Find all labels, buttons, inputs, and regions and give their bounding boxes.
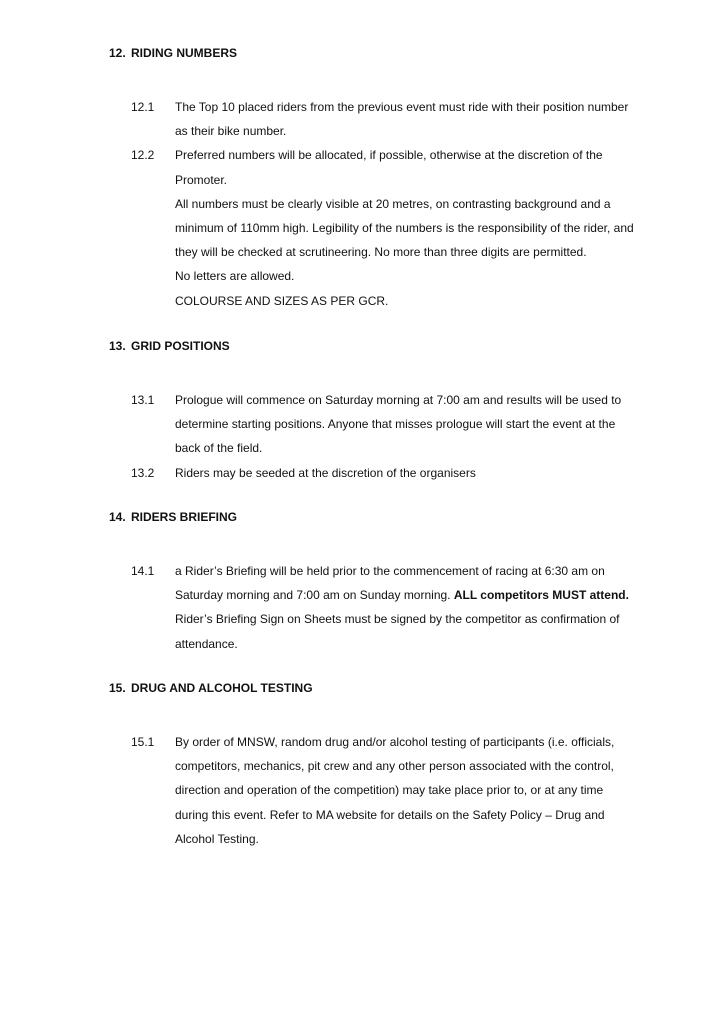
section-heading [109,676,669,700]
clause-number: 14.1 [131,564,155,578]
clause-12-1 [109,95,637,143]
clause-14-1 [109,559,637,656]
clause-number: 13.1 [131,393,155,407]
clause-number: 12.1 [131,100,155,114]
section-riding-numbers [109,41,669,313]
section-grid-positions [109,334,669,485]
clause-paragraph [175,559,637,607]
section-heading [109,505,669,529]
section-number: 12. [109,46,126,60]
clause-paragraph: No letters are allowed. [175,269,295,284]
clause-paragraph: Rider’s Briefing Sign on Sheets must be signed by the competitor as confirmation of attendance. [175,612,620,651]
section-title: GRID POSITIONS [131,339,230,353]
clause-bold-text: ALL competitors MUST attend. [453,588,629,603]
section-number: 15. [109,681,126,695]
clause-number: 13.2 [131,465,155,480]
clause-paragraph: Preferred numbers will be allocated, if possible, otherwise at the discretion of the Promoter. [175,148,603,187]
clause-paragraph: Prologue will commence on Saturday morning at 7:00 am and results will be used to determine starting positions. Anyone that misses prologue will start the event at the back of the field. [175,393,622,456]
section-number: 14. [109,510,126,524]
clause-text: a Rider’s Briefing will be held prior to the commencement of racing at 6:30 am on Saturday morning and 7:00 am on Sunday morning. [175,564,605,603]
section-heading [109,334,669,358]
clause-paragraph: Riders may be seeded at the discretion of the organisers [175,465,476,480]
clause-13-2 [109,461,637,485]
clause-paragraph: All numbers must be clearly visible at 20 metres, on contrasting background and a minimum of 110mm high. Legibility of the numbers is the responsibility of the rider, and they will be checked at scrutineering. No more than three digits are permitted. [175,196,634,260]
clause-paragraph: By order of MNSW, random drug and/or alcohol testing of participants (i.e. officials, competitors, mechanics, pit crew and any other person associated with the control, direction and operation of the competition) may take place prior to, or at any time during this event. Refer to MA website for details on the Safety Policy – Drug and Alcohol Testing. [175,735,615,846]
clause-15-1 [109,730,637,851]
clause-number: 12.2 [131,148,155,163]
section-title: RIDERS BRIEFING [131,510,238,524]
section-heading [109,41,669,65]
section-drug-alcohol-testing [109,676,669,851]
section-title: DRUG AND ALCOHOL TESTING [131,681,313,695]
section-riders-briefing [109,505,669,656]
clause-number: 15.1 [131,735,155,749]
section-number: 13. [109,339,126,353]
clause-13-1 [109,388,637,461]
section-title: RIDING NUMBERS [131,46,238,60]
clause-paragraph: The Top 10 placed riders from the previous event must ride with their position number as their bike number. [175,100,629,139]
clause-12-2 [109,143,637,312]
clause-paragraph: COLOURSE AND SIZES AS PER GCR. [175,293,389,308]
